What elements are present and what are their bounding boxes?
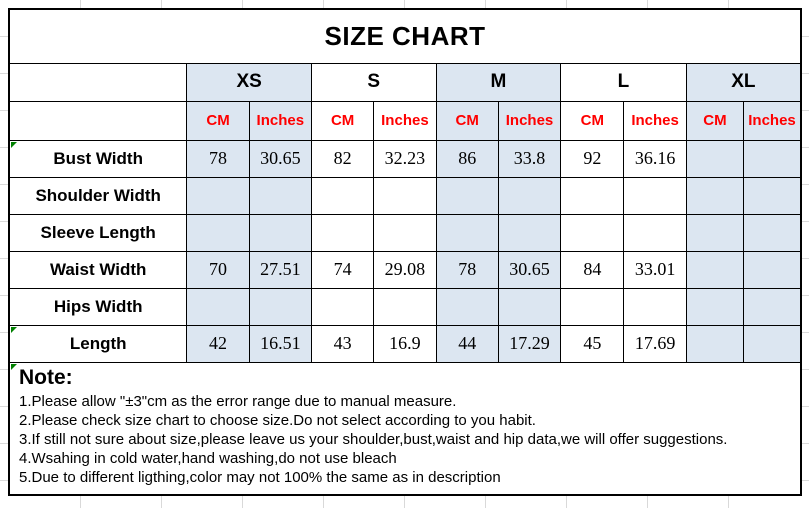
corner-blank-cell [9,63,187,101]
value-cell: 43 [311,325,373,362]
table-row [9,140,801,177]
value-cell [744,177,801,214]
value-cell: 17.69 [624,325,686,362]
value-cell: 86 [436,140,498,177]
table-row [9,214,801,251]
value-cell [311,288,373,325]
value-cell [187,177,249,214]
value-cell [686,325,743,362]
value-cell: 33.01 [624,251,686,288]
unit-header-cm: CM [187,101,249,140]
value-cell [686,214,743,251]
unit-blank-cell [9,101,187,140]
value-cell [436,177,498,214]
value-cell [744,214,801,251]
unit-header-cm: CM [436,101,498,140]
value-cell [374,214,436,251]
value-cell [624,288,686,325]
value-cell [187,288,249,325]
value-cell: 33.8 [498,140,560,177]
value-cell [249,177,311,214]
row-label: Shoulder Width [9,177,187,214]
value-cell [744,140,801,177]
value-cell [561,288,624,325]
table-row [9,251,801,288]
size-header-xl: XL [686,63,801,101]
value-cell [311,177,373,214]
table-row [9,325,801,362]
unit-header-cm: CM [686,101,743,140]
page-title: SIZE CHART [9,9,801,63]
note-heading: Note: [19,365,73,389]
value-cell: 78 [436,251,498,288]
note-block [9,362,801,495]
value-cell [311,214,373,251]
value-cell: 42 [187,325,249,362]
size-header-s: S [311,63,436,101]
value-cell [498,177,560,214]
value-cell: 16.51 [249,325,311,362]
value-cell [686,288,743,325]
value-cell: 45 [561,325,624,362]
value-cell [436,214,498,251]
value-cell [744,251,801,288]
unit-header-inches: Inches [249,101,311,140]
error-indicator-icon [11,364,17,370]
note-line: 4.Wsahing in cold water,hand washing,do not use bleach [19,449,397,467]
note-line: 1.Please allow "±3"cm as the error range due to manual measure. [19,392,457,410]
unit-header-cm: CM [561,101,624,140]
value-cell: 36.16 [624,140,686,177]
value-cell: 17.29 [498,325,560,362]
size-header-xs: XS [187,63,312,101]
table-row [9,288,801,325]
value-cell [187,214,249,251]
value-cell [249,288,311,325]
note-line: 2.Please check size chart to choose size.Do not select according to you habit. [19,411,536,429]
unit-header-inches: Inches [374,101,436,140]
value-cell [498,214,560,251]
note-line: 5.Due to different ligthing,color may not 100% the same as in description [19,468,501,486]
value-cell: 30.65 [249,140,311,177]
size-header-m: M [436,63,561,101]
value-cell [686,251,743,288]
value-cell [498,288,560,325]
value-cell: 30.65 [498,251,560,288]
value-cell [561,177,624,214]
unit-header-cm: CM [311,101,373,140]
value-cell [374,177,436,214]
note-line: 3.If still not sure about size,please leave us your shoulder,bust,waist and hip data,we will offer suggestions. [19,430,728,448]
value-cell: 92 [561,140,624,177]
value-cell: 32.23 [374,140,436,177]
value-cell: 29.08 [374,251,436,288]
table-row [9,177,801,214]
row-label: Sleeve Length [9,214,187,251]
value-cell: 44 [436,325,498,362]
unit-header-inches: Inches [744,101,801,140]
value-cell [561,214,624,251]
value-cell [249,214,311,251]
value-cell [686,177,743,214]
value-cell: 74 [311,251,373,288]
value-cell [744,288,801,325]
value-cell: 16.9 [374,325,436,362]
value-cell: 27.51 [249,251,311,288]
row-label: Waist Width [9,251,187,288]
value-cell: 84 [561,251,624,288]
value-cell: 70 [187,251,249,288]
unit-header-inches: Inches [624,101,686,140]
value-cell [686,140,743,177]
row-label: Hips Width [9,288,187,325]
row-label: Length [9,325,187,362]
value-cell [374,288,436,325]
value-cell: 78 [187,140,249,177]
row-label: Bust Width [9,140,187,177]
size-header-l: L [561,63,687,101]
value-cell [436,288,498,325]
error-indicator-icon [11,142,17,148]
unit-header-inches: Inches [498,101,560,140]
value-cell [744,325,801,362]
value-cell: 82 [311,140,373,177]
value-cell [624,214,686,251]
value-cell [624,177,686,214]
error-indicator-icon [11,327,17,333]
size-chart-table [8,8,802,496]
